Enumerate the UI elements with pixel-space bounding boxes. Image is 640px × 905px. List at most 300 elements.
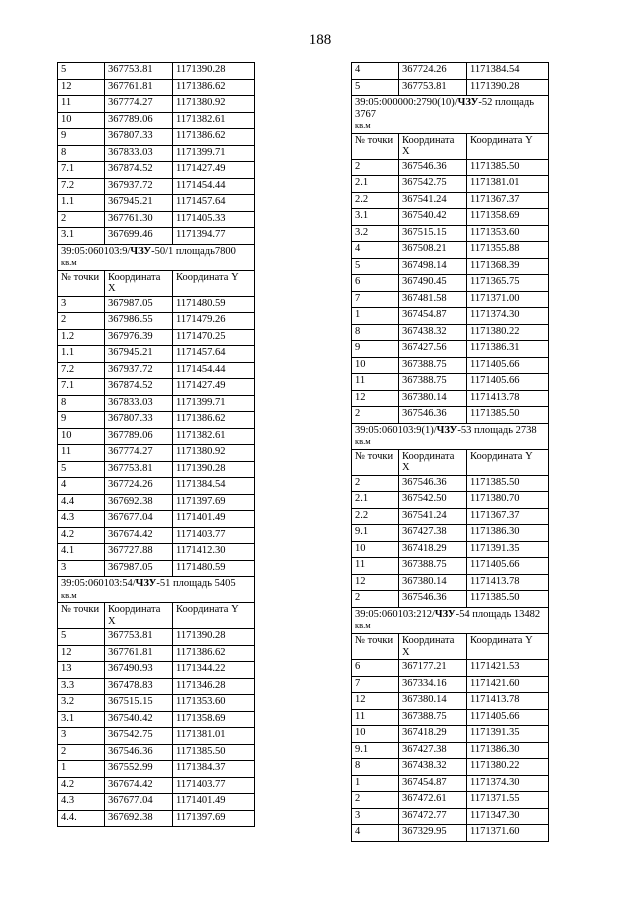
zone-area: -53 площадь 2738 bbox=[457, 424, 537, 436]
point-number: 12 bbox=[58, 79, 105, 96]
coordinate-x: 367541.24 bbox=[399, 192, 467, 209]
coordinate-x: 367546.36 bbox=[105, 744, 173, 761]
header-coordinate-y: Координата Y bbox=[467, 634, 549, 660]
point-number: 2.1 bbox=[352, 176, 399, 193]
coordinate-x: 367724.26 bbox=[399, 63, 467, 80]
coordinate-y: 1171374.30 bbox=[467, 308, 549, 325]
table-row bbox=[352, 709, 549, 726]
coordinate-y: 1171470.25 bbox=[173, 329, 255, 346]
table-row bbox=[352, 242, 549, 259]
coordinate-x: 367874.52 bbox=[105, 379, 173, 396]
coordinate-y: 1171371.00 bbox=[467, 291, 549, 308]
point-number: 3 bbox=[58, 560, 105, 577]
coordinate-y: 1171384.54 bbox=[467, 63, 549, 80]
table-row bbox=[352, 508, 549, 525]
table-row bbox=[58, 662, 255, 679]
header-point-number: № точки bbox=[352, 449, 399, 475]
point-number: 5 bbox=[58, 63, 105, 80]
table-row bbox=[58, 296, 255, 313]
table-row bbox=[352, 574, 549, 591]
coordinate-y: 1171405.66 bbox=[467, 357, 549, 374]
coordinate-x: 367515.15 bbox=[399, 225, 467, 242]
coordinate-y: 1171457.64 bbox=[173, 195, 255, 212]
table-row bbox=[352, 308, 549, 325]
point-number: 12 bbox=[352, 693, 399, 710]
table-row bbox=[58, 129, 255, 146]
point-number: 9.1 bbox=[352, 525, 399, 542]
zone-code: ЧЗУ bbox=[434, 608, 456, 620]
table-row bbox=[352, 209, 549, 226]
table-row bbox=[352, 374, 549, 391]
coordinate-x: 367388.75 bbox=[399, 374, 467, 391]
coordinate-x: 367699.46 bbox=[105, 228, 173, 245]
point-number: 9 bbox=[58, 129, 105, 146]
coordinate-y: 1171380.22 bbox=[467, 759, 549, 776]
coordinate-x: 367508.21 bbox=[399, 242, 467, 259]
coordinate-y: 1171480.59 bbox=[173, 296, 255, 313]
coordinate-y: 1171380.70 bbox=[467, 492, 549, 509]
header-coordinate-y: Координата Y bbox=[173, 270, 255, 296]
coordinate-x: 367937.72 bbox=[105, 178, 173, 195]
coordinate-y: 1171386.62 bbox=[173, 645, 255, 662]
section-title bbox=[58, 244, 255, 270]
point-number: 4.2 bbox=[58, 527, 105, 544]
coordinate-y: 1171353.60 bbox=[173, 695, 255, 712]
coordinate-x: 367454.87 bbox=[399, 308, 467, 325]
point-number: 2 bbox=[58, 211, 105, 228]
zone-area: -52 площадь 3767 bbox=[355, 97, 534, 120]
table-row bbox=[58, 478, 255, 495]
coordinate-y: 1171382.61 bbox=[173, 112, 255, 129]
coordinate-y: 1171381.01 bbox=[173, 728, 255, 745]
coordinate-y: 1171454.44 bbox=[173, 178, 255, 195]
coordinate-y: 1171386.62 bbox=[173, 79, 255, 96]
coordinate-y: 1171385.50 bbox=[467, 159, 549, 176]
coordinate-x: 367427.38 bbox=[399, 525, 467, 542]
right-column bbox=[351, 62, 548, 842]
table-row bbox=[58, 79, 255, 96]
coordinate-x: 367753.81 bbox=[105, 461, 173, 478]
coordinate-x: 367987.05 bbox=[105, 296, 173, 313]
coordinate-x: 367418.29 bbox=[399, 726, 467, 743]
coordinate-y: 1171355.88 bbox=[467, 242, 549, 259]
parcel-number: 39:05:060103:212/ bbox=[355, 608, 435, 620]
area-unit: кв.м bbox=[61, 257, 77, 268]
coordinate-table-left bbox=[57, 62, 255, 827]
table-row bbox=[58, 313, 255, 330]
coordinate-y: 1171391.35 bbox=[467, 726, 549, 743]
coordinate-y: 1171385.50 bbox=[467, 475, 549, 492]
coordinate-x: 367774.27 bbox=[105, 96, 173, 113]
table-row bbox=[58, 112, 255, 129]
point-number: 1.1 bbox=[58, 195, 105, 212]
point-number: 11 bbox=[352, 558, 399, 575]
table-row bbox=[352, 808, 549, 825]
point-number: 8 bbox=[58, 145, 105, 162]
column-header-row bbox=[58, 603, 255, 629]
table-row bbox=[58, 777, 255, 794]
point-number: 5 bbox=[352, 258, 399, 275]
point-number: 3.3 bbox=[58, 678, 105, 695]
coordinate-x: 367674.42 bbox=[105, 527, 173, 544]
coordinate-x: 367542.75 bbox=[399, 176, 467, 193]
coordinate-x: 367334.16 bbox=[399, 676, 467, 693]
coordinate-x: 367472.61 bbox=[399, 792, 467, 809]
coordinate-y: 1171454.44 bbox=[173, 362, 255, 379]
point-number: 12 bbox=[352, 390, 399, 407]
table-row bbox=[352, 541, 549, 558]
point-number: 9 bbox=[58, 412, 105, 429]
left-column bbox=[57, 62, 254, 827]
point-number: 8 bbox=[352, 759, 399, 776]
coordinate-x: 367542.75 bbox=[105, 728, 173, 745]
coordinate-x: 367546.36 bbox=[399, 475, 467, 492]
section-title bbox=[352, 423, 549, 449]
coordinate-x: 367552.99 bbox=[105, 761, 173, 778]
coordinate-x: 367761.30 bbox=[105, 211, 173, 228]
table-row bbox=[58, 461, 255, 478]
coordinate-x: 367677.04 bbox=[105, 511, 173, 528]
coordinate-y: 1171380.92 bbox=[173, 445, 255, 462]
parcel-number: 39:05:000000:2790(10)/ bbox=[355, 97, 458, 108]
coordinate-y: 1171384.37 bbox=[173, 761, 255, 778]
table-row bbox=[352, 341, 549, 358]
point-number: 5 bbox=[58, 461, 105, 478]
table-row bbox=[352, 324, 549, 341]
coordinate-x: 367380.14 bbox=[399, 574, 467, 591]
coordinate-x: 367515.15 bbox=[105, 695, 173, 712]
coordinate-y: 1171358.69 bbox=[173, 711, 255, 728]
point-number: 4 bbox=[352, 63, 399, 80]
coordinate-x: 367753.81 bbox=[399, 79, 467, 96]
coordinate-y: 1171385.50 bbox=[467, 407, 549, 424]
table-row bbox=[352, 79, 549, 96]
coordinate-y: 1171399.71 bbox=[173, 145, 255, 162]
coordinate-x: 367945.21 bbox=[105, 195, 173, 212]
point-number: 11 bbox=[58, 96, 105, 113]
table-row bbox=[352, 726, 549, 743]
table-row bbox=[58, 178, 255, 195]
coordinate-x: 367774.27 bbox=[105, 445, 173, 462]
point-number: 1.2 bbox=[58, 329, 105, 346]
point-number: 4.3 bbox=[58, 794, 105, 811]
table-row bbox=[352, 693, 549, 710]
area-unit: кв.м bbox=[355, 620, 371, 631]
table-row bbox=[352, 390, 549, 407]
table-row bbox=[58, 560, 255, 577]
point-number: 2 bbox=[58, 313, 105, 330]
coordinate-x: 367541.24 bbox=[399, 508, 467, 525]
section-title-row bbox=[352, 607, 549, 633]
point-number: 7.1 bbox=[58, 379, 105, 396]
coordinate-y: 1171386.62 bbox=[173, 129, 255, 146]
coordinate-x: 367490.93 bbox=[105, 662, 173, 679]
coordinate-x: 367692.38 bbox=[105, 494, 173, 511]
coordinate-y: 1171413.78 bbox=[467, 693, 549, 710]
point-number: 12 bbox=[352, 574, 399, 591]
table-row bbox=[58, 412, 255, 429]
zone-code: ЧЗУ bbox=[436, 424, 458, 436]
point-number: 7 bbox=[352, 291, 399, 308]
zone-code: ЧЗУ bbox=[457, 97, 479, 108]
point-number: 6 bbox=[352, 275, 399, 292]
header-point-number: № точки bbox=[58, 603, 105, 629]
table-row bbox=[58, 511, 255, 528]
coordinate-y: 1171390.28 bbox=[173, 629, 255, 646]
point-number: 3.1 bbox=[58, 228, 105, 245]
table-row bbox=[58, 195, 255, 212]
header-coordinate-x: Координата X bbox=[399, 634, 467, 660]
header-coordinate-y: Координата Y bbox=[173, 603, 255, 629]
header-coordinate-x: Координата X bbox=[105, 270, 173, 296]
table-row bbox=[58, 794, 255, 811]
coordinate-y: 1171384.54 bbox=[173, 478, 255, 495]
coordinate-x: 367753.81 bbox=[105, 629, 173, 646]
coordinate-x: 367388.75 bbox=[399, 709, 467, 726]
table-row bbox=[58, 63, 255, 80]
coordinate-y: 1171367.37 bbox=[467, 508, 549, 525]
header-coordinate-y: Координата Y bbox=[467, 133, 549, 159]
point-number: 10 bbox=[352, 357, 399, 374]
coordinate-x: 367542.50 bbox=[399, 492, 467, 509]
coordinate-x: 367874.52 bbox=[105, 162, 173, 179]
coordinate-y: 1171390.28 bbox=[173, 63, 255, 80]
table-row bbox=[352, 558, 549, 575]
zone-area: -50/1 площадь7800 bbox=[151, 245, 236, 257]
coordinate-x: 367540.42 bbox=[399, 209, 467, 226]
point-number: 10 bbox=[58, 428, 105, 445]
coordinate-y: 1171385.50 bbox=[173, 744, 255, 761]
coordinate-x: 367438.32 bbox=[399, 324, 467, 341]
table-row bbox=[352, 825, 549, 842]
coordinate-y: 1171413.78 bbox=[467, 390, 549, 407]
point-number: 7.1 bbox=[58, 162, 105, 179]
coordinate-table-right bbox=[351, 62, 549, 842]
point-number: 1 bbox=[352, 308, 399, 325]
table-row bbox=[352, 475, 549, 492]
coordinate-y: 1171386.31 bbox=[467, 341, 549, 358]
point-number: 4 bbox=[58, 478, 105, 495]
table-row bbox=[58, 629, 255, 646]
parcel-number: 39:05:060103:54/ bbox=[61, 578, 136, 590]
point-number: 5 bbox=[352, 79, 399, 96]
table-row bbox=[58, 228, 255, 245]
coordinate-x: 367380.14 bbox=[399, 693, 467, 710]
table-row bbox=[58, 711, 255, 728]
coordinate-y: 1171427.49 bbox=[173, 379, 255, 396]
point-number: 4.2 bbox=[58, 777, 105, 794]
coordinate-x: 367546.36 bbox=[399, 159, 467, 176]
table-row bbox=[58, 379, 255, 396]
coordinate-y: 1171365.75 bbox=[467, 275, 549, 292]
table-row bbox=[58, 678, 255, 695]
coordinate-y: 1171386.30 bbox=[467, 525, 549, 542]
coordinate-x: 367438.32 bbox=[399, 759, 467, 776]
table-row bbox=[352, 676, 549, 693]
table-row bbox=[58, 761, 255, 778]
point-number: 3 bbox=[58, 728, 105, 745]
coordinate-y: 1171412.30 bbox=[173, 544, 255, 561]
coordinate-x: 367427.56 bbox=[399, 341, 467, 358]
point-number: 2 bbox=[352, 407, 399, 424]
coordinate-y: 1171391.35 bbox=[467, 541, 549, 558]
coordinate-x: 367692.38 bbox=[105, 810, 173, 827]
coordinate-y: 1171344.22 bbox=[173, 662, 255, 679]
point-number: 4.4 bbox=[58, 494, 105, 511]
table-row bbox=[58, 145, 255, 162]
column-header-row bbox=[352, 449, 549, 475]
table-row bbox=[58, 728, 255, 745]
zone-code: ЧЗУ bbox=[135, 578, 157, 590]
coordinate-x: 367987.05 bbox=[105, 560, 173, 577]
point-number: 12 bbox=[58, 645, 105, 662]
coordinate-y: 1171347.30 bbox=[467, 808, 549, 825]
coordinate-y: 1171390.28 bbox=[467, 79, 549, 96]
point-number: 3.1 bbox=[352, 209, 399, 226]
point-number: 2.1 bbox=[352, 492, 399, 509]
coordinate-y: 1171403.77 bbox=[173, 777, 255, 794]
table-row bbox=[58, 428, 255, 445]
zone-area: -51 площадь 5405 bbox=[156, 578, 236, 590]
table-row bbox=[58, 645, 255, 662]
table-row bbox=[58, 527, 255, 544]
coordinate-x: 367478.83 bbox=[105, 678, 173, 695]
point-number: 2.2 bbox=[352, 192, 399, 209]
coordinate-x: 367833.03 bbox=[105, 395, 173, 412]
area-unit: кв.м bbox=[61, 589, 77, 600]
point-number: 4.1 bbox=[58, 544, 105, 561]
coordinate-y: 1171358.69 bbox=[467, 209, 549, 226]
table-row bbox=[352, 775, 549, 792]
coordinate-x: 367677.04 bbox=[105, 794, 173, 811]
coordinate-y: 1171394.77 bbox=[173, 228, 255, 245]
coordinate-y: 1171480.59 bbox=[173, 560, 255, 577]
table-row bbox=[352, 660, 549, 677]
coordinate-y: 1171385.50 bbox=[467, 591, 549, 608]
point-number: 7.2 bbox=[58, 178, 105, 195]
coordinate-x: 367177.21 bbox=[399, 660, 467, 677]
point-number: 4 bbox=[352, 242, 399, 259]
point-number: 7.2 bbox=[58, 362, 105, 379]
table-row bbox=[58, 695, 255, 712]
table-row bbox=[58, 544, 255, 561]
table-row bbox=[352, 742, 549, 759]
table-row bbox=[352, 225, 549, 242]
coordinate-y: 1171368.39 bbox=[467, 258, 549, 275]
coordinate-x: 367540.42 bbox=[105, 711, 173, 728]
coordinate-y: 1171386.30 bbox=[467, 742, 549, 759]
table-row bbox=[352, 291, 549, 308]
area-unit: кв.м bbox=[355, 120, 371, 131]
coordinate-y: 1171380.22 bbox=[467, 324, 549, 341]
coordinate-x: 367418.29 bbox=[399, 541, 467, 558]
coordinate-x: 367454.87 bbox=[399, 775, 467, 792]
coordinate-y: 1171382.61 bbox=[173, 428, 255, 445]
coordinate-x: 367807.33 bbox=[105, 129, 173, 146]
point-number: 1 bbox=[58, 761, 105, 778]
coordinate-y: 1171390.28 bbox=[173, 461, 255, 478]
header-coordinate-x: Координата X bbox=[399, 133, 467, 159]
point-number: 8 bbox=[58, 395, 105, 412]
point-number: 3.2 bbox=[352, 225, 399, 242]
table-row bbox=[58, 96, 255, 113]
point-number: 11 bbox=[352, 709, 399, 726]
column-header-row bbox=[352, 634, 549, 660]
point-number: 9.1 bbox=[352, 742, 399, 759]
point-number: 2 bbox=[58, 744, 105, 761]
section-title bbox=[58, 577, 255, 603]
table-row bbox=[352, 357, 549, 374]
coordinate-x: 367945.21 bbox=[105, 346, 173, 363]
coordinate-x: 367807.33 bbox=[105, 412, 173, 429]
coordinate-y: 1171353.60 bbox=[467, 225, 549, 242]
coordinate-y: 1171427.49 bbox=[173, 162, 255, 179]
point-number: 7 bbox=[352, 676, 399, 693]
coordinate-x: 367490.45 bbox=[399, 275, 467, 292]
table-row bbox=[352, 258, 549, 275]
coordinate-x: 367388.75 bbox=[399, 357, 467, 374]
coordinate-y: 1171403.77 bbox=[173, 527, 255, 544]
column-header-row bbox=[352, 133, 549, 159]
header-coordinate-x: Координата X bbox=[399, 449, 467, 475]
table-row bbox=[58, 329, 255, 346]
point-number: 13 bbox=[58, 662, 105, 679]
table-row bbox=[58, 346, 255, 363]
point-number: 2.2 bbox=[352, 508, 399, 525]
point-number: 10 bbox=[352, 541, 399, 558]
section-title-row bbox=[352, 423, 549, 449]
area-unit: кв.м bbox=[355, 436, 371, 447]
point-number: 1 bbox=[352, 775, 399, 792]
table-row bbox=[58, 362, 255, 379]
coordinate-y: 1171399.71 bbox=[173, 395, 255, 412]
coordinate-y: 1171421.53 bbox=[467, 660, 549, 677]
coordinate-x: 367472.77 bbox=[399, 808, 467, 825]
coordinate-y: 1171386.62 bbox=[173, 412, 255, 429]
point-number: 6 bbox=[352, 660, 399, 677]
table-row bbox=[58, 395, 255, 412]
coordinate-y: 1171401.49 bbox=[173, 794, 255, 811]
coordinate-x: 367380.14 bbox=[399, 390, 467, 407]
coordinate-x: 367546.36 bbox=[399, 591, 467, 608]
section-title bbox=[352, 607, 549, 633]
table-row bbox=[352, 192, 549, 209]
table-row bbox=[352, 407, 549, 424]
zone-code: ЧЗУ bbox=[130, 245, 152, 257]
coordinate-x: 367753.81 bbox=[105, 63, 173, 80]
coordinate-y: 1171381.01 bbox=[467, 176, 549, 193]
coordinate-y: 1171367.37 bbox=[467, 192, 549, 209]
table-row bbox=[352, 525, 549, 542]
table-row bbox=[58, 162, 255, 179]
coordinate-y: 1171479.26 bbox=[173, 313, 255, 330]
table-row bbox=[58, 494, 255, 511]
point-number: 3 bbox=[58, 296, 105, 313]
point-number: 2 bbox=[352, 591, 399, 608]
coordinate-x: 367986.55 bbox=[105, 313, 173, 330]
point-number: 3 bbox=[352, 808, 399, 825]
coordinate-x: 367427.38 bbox=[399, 742, 467, 759]
coordinate-y: 1171405.66 bbox=[467, 558, 549, 575]
coordinate-x: 367976.39 bbox=[105, 329, 173, 346]
coordinate-x: 367761.81 bbox=[105, 645, 173, 662]
point-number: 3.2 bbox=[58, 695, 105, 712]
section-title-row bbox=[58, 244, 255, 270]
coordinate-x: 367761.81 bbox=[105, 79, 173, 96]
point-number: 5 bbox=[58, 629, 105, 646]
coordinate-y: 1171371.55 bbox=[467, 792, 549, 809]
point-number: 2 bbox=[352, 159, 399, 176]
